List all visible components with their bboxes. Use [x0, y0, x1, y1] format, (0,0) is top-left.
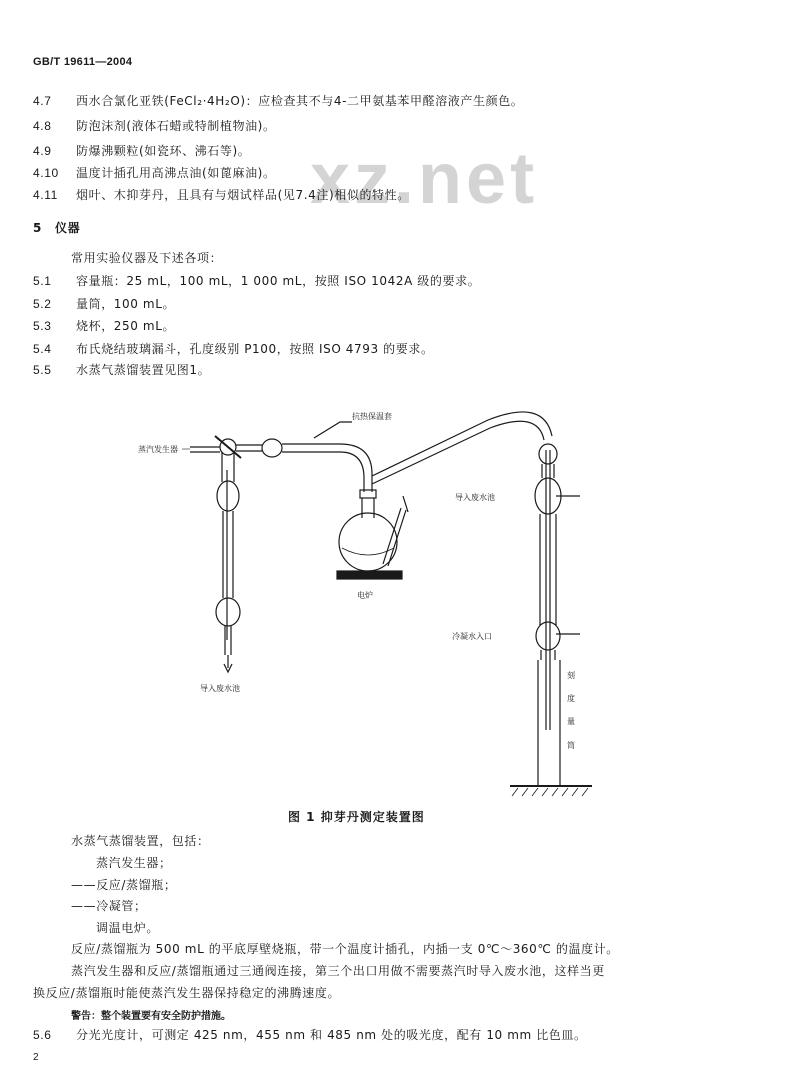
paragraph-flask: 反应/蒸馏瓶为 500 mL 的平底厚壁烧瓶，带一个温度计插孔，内插一支 0℃～360℃ 的温度计。 — [71, 942, 619, 956]
item-text: 防泡沫剂(液体石蜡或特制植物油)。 — [76, 119, 276, 133]
item-number: 5.2 — [33, 297, 52, 311]
page-header: GB/T 19611—2004 — [33, 56, 133, 68]
item-text: 西水合氯化亚铁(FeCl₂·4H₂O)：应检查其不与4-二甲氨基苯甲醛溶液产生颜色。 — [76, 94, 524, 108]
item-number: 5.6 — [33, 1028, 52, 1042]
section-intro: 常用实验仪器及下述各项： — [71, 251, 223, 265]
section-title: 仪器 — [55, 221, 81, 235]
item-number: 5.5 — [33, 363, 52, 377]
item-number: 4.10 — [33, 166, 59, 180]
item-number: 4.9 — [33, 144, 52, 158]
apparatus-part: ——反应/蒸馏瓶； — [71, 878, 177, 892]
label-insulation: 抗热保温套 — [352, 412, 392, 421]
item-text: 容量瓶：25 mL，100 mL，1 000 mL，按照 ISO 1042A 级的要求。 — [76, 274, 481, 288]
label-cylinder-2: 度 — [567, 694, 575, 703]
paragraph-valve: 蒸汽发生器和反应/蒸馏瓶通过三通阀连接，第三个出口用做不需要蒸汽时导入废水池，这样当更 — [71, 964, 605, 978]
label-cylinder-1: 刻 — [567, 671, 575, 680]
steam-generator-tube — [216, 452, 240, 672]
item-number: 4.11 — [33, 188, 58, 202]
apparatus-part: ——冷凝管； — [71, 899, 147, 913]
connecting-tube — [236, 422, 372, 492]
label-cylinder-4: 筒 — [567, 741, 575, 750]
apparatus-part: 调温电炉。 — [96, 921, 160, 935]
item-text: 温度计插孔用高沸点油(如蓖麻油)。 — [76, 166, 276, 180]
apparatus-title: 水蒸气蒸馏装置，包括： — [71, 834, 210, 848]
watermark: xz.net — [310, 139, 539, 219]
label-cylinder-3: 量 — [567, 717, 575, 726]
page-number: 2 — [33, 1052, 39, 1063]
three-way-valve — [190, 436, 241, 458]
label-waste-left: 导入废水池 — [200, 684, 240, 693]
item-text: 量筒，100 mL。 — [76, 297, 176, 311]
item-text: 分光光度计，可测定 425 nm，455 nm 和 485 nm 处的吸光度，配有 10 mm 比色皿。 — [76, 1028, 587, 1042]
item-number: 5.3 — [33, 319, 52, 333]
stand-base — [510, 786, 592, 796]
label-heater: 电炉 — [357, 591, 373, 600]
section-number: 5 — [33, 221, 42, 235]
label-waste-right: 导入废水池 — [455, 493, 495, 502]
label-cooling-inlet: 冷凝水入口 — [452, 632, 492, 641]
item-number: 5.1 — [33, 274, 52, 288]
paragraph-valve-cont: 换反应/蒸馏瓶时能使蒸汽发生器保持稳定的沸腾速度。 — [33, 986, 341, 1000]
item-number: 4.7 — [33, 94, 52, 108]
item-number: 5.4 — [33, 342, 52, 356]
condenser-column — [535, 444, 580, 786]
item-text: 布氏烧结玻璃漏斗，孔度级别 P100，按照 ISO 4793 的要求。 — [76, 342, 434, 356]
figure-caption: 图 1 抑芽丹测定装置图 — [288, 810, 425, 824]
safety-warning: 警告：整个装置要有安全防护措施。 — [71, 1011, 231, 1022]
item-text: 水蒸气蒸馏装置见图1。 — [76, 363, 211, 377]
condenser-tube — [372, 412, 552, 484]
item-number: 4.8 — [33, 119, 52, 133]
reaction-flask — [337, 490, 408, 579]
item-text: 烧杯，250 mL。 — [76, 319, 176, 333]
item-5-6 — [33, 1026, 587, 1043]
label-steam-generator: 蒸汽发生器 — [138, 445, 178, 454]
item-text: 防爆沸颗粒(如瓷环、沸石等)。 — [76, 144, 251, 158]
item-text: 烟叶、木抑芽丹，且具有与烟试样品(见7.4注)相似的特性。 — [76, 188, 410, 202]
apparatus-part: 蒸汽发生器； — [96, 856, 172, 870]
